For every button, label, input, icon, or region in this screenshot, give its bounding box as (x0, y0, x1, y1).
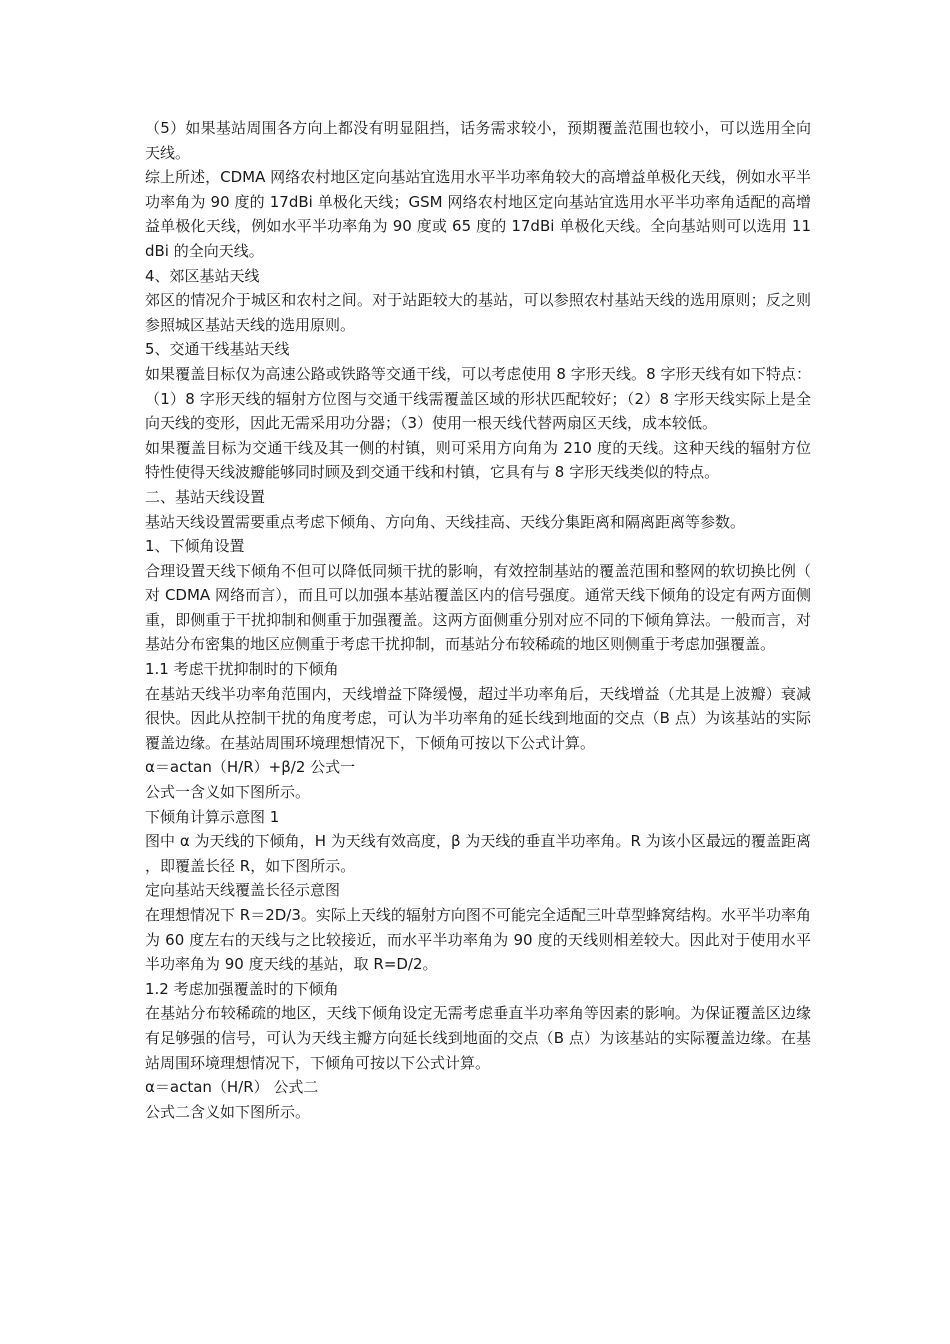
heading-suburban-antenna: 4、郊区基站天线 (145, 266, 260, 285)
formula-one: α＝actan（H/R）+β/2 公式一 (145, 758, 356, 777)
paragraph-ideal-case: 在理想情况下 R＝2D/3。实际上天线的辐射方向图不可能完全适配三叶草型蜂窝结构。水平半功率角为 60 度左右的天线与之比较接近，而水平半功率角为 90 度的天线则相差较大。因此对于使用水平半功率角为 90 度天线的基站，取 R=D/2。 (145, 906, 811, 974)
heading-interference-downtilt: 1.1 考虑干扰抑制时的下倾角 (145, 660, 339, 679)
paragraph-formula-two-note: 公式二含义如下图所示。 (145, 1102, 311, 1121)
paragraph-formula-one-note: 公式一含义如下图所示。 (145, 783, 311, 802)
formula-two: α＝actan（H/R） 公式二 (145, 1078, 319, 1097)
paragraph-formula-explanation: 图中 α 为天线的下倾角，H 为天线有效高度，β 为天线的垂直半功率角。R 为该小区最远的覆盖距离，即覆盖长径 R，如下图所示。 (145, 832, 811, 875)
heading-antenna-settings: 二、基站天线设置 (145, 487, 266, 506)
paragraph-suburban: 郊区的情况介于城区和农村之间。对于站距较大的基站，可以参照农村基站天线的选用原则；反之则参照城区基站天线的选用原则。 (145, 291, 811, 334)
heading-downtilt: 1、下倾角设置 (145, 537, 245, 556)
paragraph-downtilt: 合理设置天线下倾角不但可以降低同频干扰的影响，有效控制基站的覆盖范围和整网的软切换比例（对 CDMA 网络而言），而且可以加强本基站覆盖区内的信号强度。通常天线下倾角的设定有两方面侧重，即侧重于干扰抑制和侧重于加强覆盖。这两方面侧重分别对应不同的下倾角算法。一般而言，对基站分布密集的地区应侧重于考虑干扰抑制，而基站分布较稀疏的地区则侧重于考虑加强覆盖。 (145, 561, 811, 654)
figure-caption-coverage: 定向基站天线覆盖长径示意图 (145, 881, 341, 900)
document-body (145, 116, 811, 1124)
paragraph-settings-intro: 基站天线设置需要重点考虑下倾角、方向角、天线挂高、天线分集距离和隔离距离等参数。 (145, 512, 746, 531)
heading-coverage-downtilt: 1.2 考虑加强覆盖时的下倾角 (145, 979, 339, 998)
paragraph-210-antenna: 如果覆盖目标为交通干线及其一侧的村镇，则可采用方向角为 210 度的天线。这种天线的辐射方位特性使得天线波瓣能够同时顾及到交通干线和村镇，它具有与 8 字形天线类似的特点。 (145, 438, 811, 482)
paragraph-figure8-antenna: 如果覆盖目标仅为高速公路或铁路等交通干线，可以考虑使用 8 字形天线。8 字形天线有如下特点：（1）8 字形天线的辐射方位图与交通干线需覆盖区域的形状匹配较好；（2）8 字形天线实际上是全向天线的变形，因此无需采用功分器；（3）使用一根天线代替两扇区天线，成本较低。 (145, 364, 811, 433)
figure-caption-downtilt: 下倾角计算示意图 1 (145, 807, 280, 826)
heading-traffic-antenna: 5、交通干线基站天线 (145, 340, 290, 359)
paragraph-omni-antenna: （5）如果基站周围各方向上都没有明显阻挡，话务需求较小，预期覆盖范围也较小，可以选用全向天线。 (145, 119, 811, 162)
paragraph-coverage-downtilt: 在基站分布较稀疏的地区，天线下倾角设定无需考虑垂直半功率角等因素的影响。为保证覆盖区边缘有足够强的信号，可认为天线主瓣方向延长线到地面的交点（B 点）为该基站的实际覆盖边缘。在基站周围环境理想情况下，下倾角可按以下公式计算。 (145, 1004, 811, 1072)
paragraph-rural-summary: 综上所述，CDMA 网络农村地区定向基站宜选用水平半功率角较大的高增益单极化天线，例如水平半功率角为 90 度的 17dBi 单极化天线；GSM 网络农村地区定向基站宜选用水平半功率角适配的高增益单极化天线，例如水平半功率角为 90 度或 65 度的 17dBi 单极化天线。全向基站则可以选用 11dBi 的全向天线。 (145, 168, 811, 260)
paragraph-interference-downtilt: 在基站天线半功率角范围内，天线增益下降缓慢，超过半功率角后，天线增益（尤其是上波瓣）衰减很快。因此从控制干扰的角度考虑，可认为半功率角的延长线到地面的交点（B 点）为该基站的实际覆盖边缘。在基站周围环境理想情况下，下倾角可按以下公式计算。 (145, 684, 811, 752)
